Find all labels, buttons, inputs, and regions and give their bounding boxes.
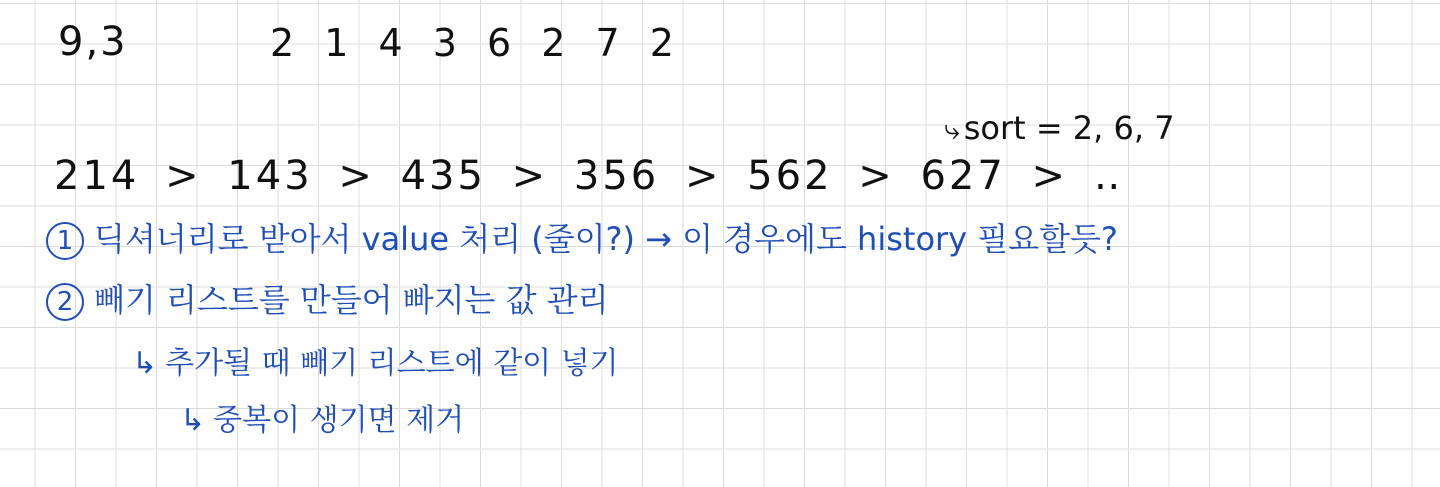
input-n-k: 9,3 [58,19,128,65]
circled-number-2: 2 [46,283,84,321]
sub-point-text-2: 중복이 생기면 제거 [213,403,465,438]
sub-arrow-icon: ↳ [180,403,206,438]
sort-annotation [944,109,1175,147]
idea-item-2 [46,283,609,321]
idea-item-1 [46,222,1118,260]
input-sequence: 2 1 4 3 6 2 7 2 [270,21,674,65]
idea-text-2: 빼기 리스트를 만들어 빠지는 값 관리 [94,281,609,319]
idea-text-1: 딕셔너리로 받아서 value 처리 (줄이?) → 이 경우에도 history 필요할듯? [94,220,1118,258]
sliding-window-chain: 214 > 143 > 435 > 356 > 562 > 627 > ‥ [54,153,1124,199]
circled-number-1: 1 [46,222,84,260]
sub-point-2 [180,403,465,438]
sub-point-1 [132,346,619,381]
hook-arrow-icon: ⤷ [944,113,960,146]
sort-annotation-text: sort = 2, 6, 7 [963,109,1175,147]
sub-point-text-1: 추가될 때 빼기 리스트에 같이 넣기 [165,346,619,381]
sub-arrow-icon: ↳ [132,346,158,381]
